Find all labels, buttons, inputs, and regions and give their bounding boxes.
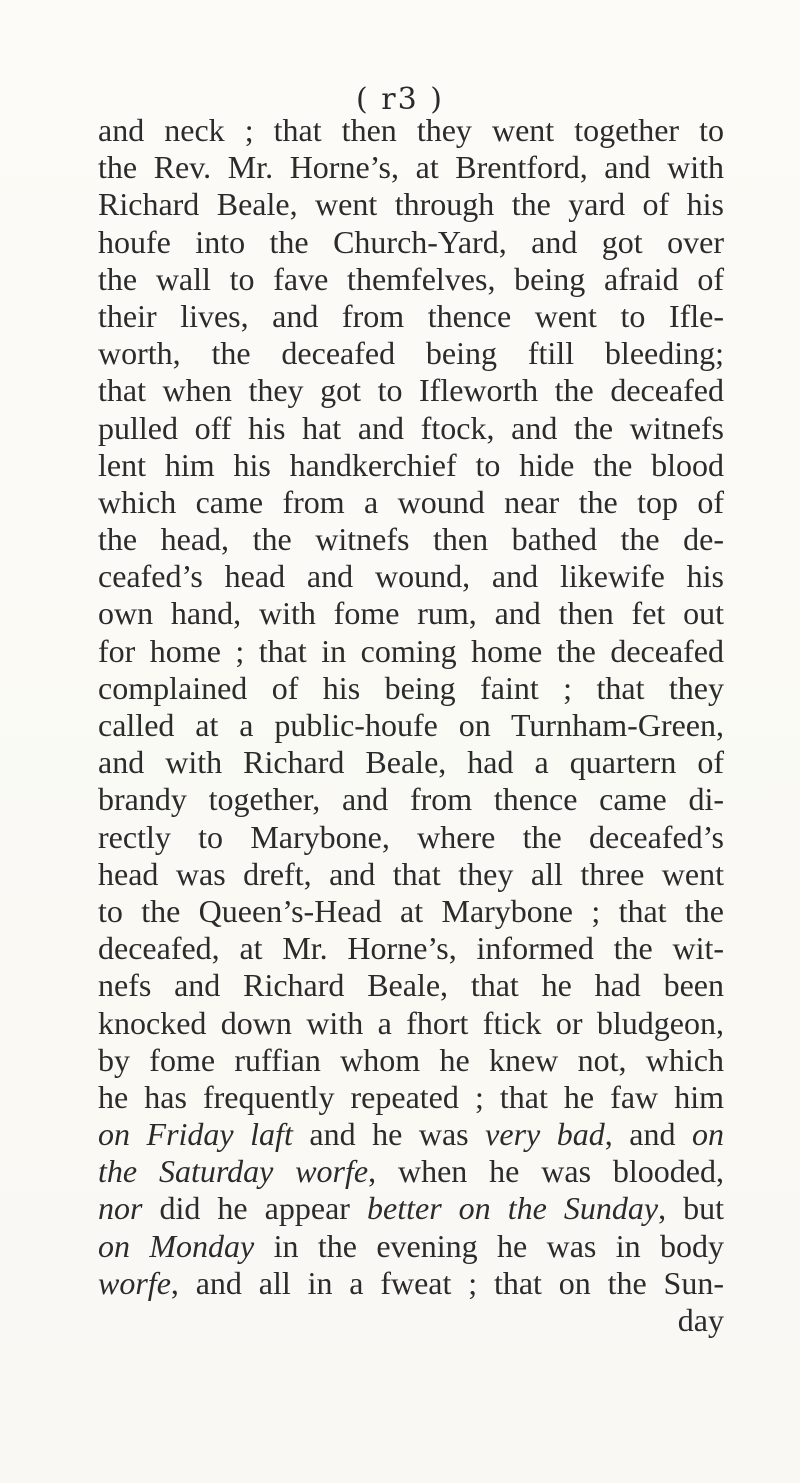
text-segment: the head, the witnefs then bathed the de- (98, 521, 724, 558)
text-segment: which came from a wound near the top of (98, 483, 724, 520)
text-segment: better on the Sunday (367, 1190, 659, 1227)
text-segment: head was dreft, and that they all three went (98, 855, 724, 892)
text-line (98, 558, 724, 595)
text-segment: nefs and Richard Beale, that he had been (98, 967, 724, 1004)
text-line (98, 1042, 724, 1079)
text-line (98, 893, 724, 930)
text-segment: their lives, and from thence went to Ifle- (98, 297, 724, 334)
text-line (98, 335, 724, 372)
text-segment: on Friday laft (98, 1116, 293, 1153)
text-line (98, 410, 724, 447)
text-line (98, 1265, 724, 1302)
text-line (98, 744, 724, 781)
text-line (98, 930, 724, 967)
text-line (98, 372, 724, 409)
text-line (98, 595, 724, 632)
text-line (98, 298, 724, 335)
text-segment: the wall to fave themfelves, being afraid of (98, 260, 724, 297)
text-segment: deceafed, at Mr. Horne’s, informed the wit- (98, 930, 724, 967)
text-segment: he has frequently repeated ; that he faw him (98, 1078, 724, 1115)
text-line (98, 447, 724, 484)
text-segment: , and (604, 1116, 693, 1153)
text-line (98, 819, 724, 856)
text-line (98, 112, 724, 149)
text-segment: , when he was blooded, (368, 1153, 725, 1190)
text-line (98, 1228, 724, 1265)
text-segment: on (692, 1116, 725, 1153)
text-line (98, 1116, 724, 1153)
text-segment: knocked down with a fhort ftick or bludgeon, (98, 1004, 724, 1041)
text-line (98, 149, 724, 186)
text-line (98, 1190, 724, 1227)
text-segment: on Monday (98, 1227, 255, 1264)
text-segment: , but (658, 1190, 725, 1227)
text-line (98, 1153, 724, 1190)
text-segment: lent him his handkerchief to hide the blood (98, 446, 724, 483)
text-segment: Richard Beale, went through the yard of his (98, 186, 724, 223)
text-line (98, 1302, 724, 1339)
text-segment: brandy together, and from thence came di- (98, 781, 724, 818)
text-segment: complained of his being faint ; that they (98, 669, 724, 706)
text-line (98, 967, 724, 1004)
text-line (98, 186, 724, 223)
text-segment: very bad (485, 1116, 605, 1153)
text-line (98, 484, 724, 521)
body-text (98, 112, 724, 1339)
text-line (98, 1005, 724, 1042)
text-segment: to the Queen’s-Head at Marybone ; that the (98, 892, 724, 929)
text-segment: the Rev. Mr. Horne’s, at Brentford, and with (98, 149, 724, 186)
text-line (98, 633, 724, 670)
text-segment: for home ; that in coming home the deceafed (98, 632, 724, 669)
text-segment: pulled off his hat and ftock, and the witnefs (98, 409, 724, 446)
text-segment: rectly to Marybone, where the deceafed’s (98, 818, 724, 855)
text-segment: own hand, with fome rum, and then fet out (98, 595, 724, 632)
page-number: ( r3 ) (356, 82, 444, 117)
text-line (98, 670, 724, 707)
text-line (98, 261, 724, 298)
text-segment: that when they got to Ifleworth the deceafed (98, 372, 724, 409)
text-line (98, 781, 724, 818)
text-segment: nor (98, 1190, 143, 1227)
text-segment: in the evening he was in body (254, 1227, 724, 1264)
text-segment: , and all in a fweat ; that on the Sun- (170, 1264, 724, 1301)
text-line (98, 856, 724, 893)
text-segment: worfe (98, 1264, 171, 1301)
text-line (98, 1079, 724, 1116)
text-line (98, 707, 724, 744)
text-line (98, 224, 724, 261)
text-segment: worth, the deceafed being ftill bleeding; (98, 335, 724, 372)
text-segment: houfe into the Church-Yard, and got over (98, 223, 724, 260)
text-segment: and he was (292, 1116, 486, 1153)
text-segment: day (677, 1302, 724, 1338)
text-line (98, 521, 724, 558)
text-segment: by fome ruffian whom he knew not, which (98, 1041, 724, 1078)
text-segment: ceafed’s head and wound, and likewife his (98, 558, 724, 595)
text-segment: called at a public-houfe on Turnham-Green, (98, 707, 724, 743)
text-segment: and neck ; that then they went together to (98, 112, 724, 148)
text-segment: and with Richard Beale, had a quartern of (98, 744, 724, 781)
text-segment: the Saturday worfe (98, 1153, 369, 1190)
text-segment: did he appear (142, 1190, 367, 1227)
